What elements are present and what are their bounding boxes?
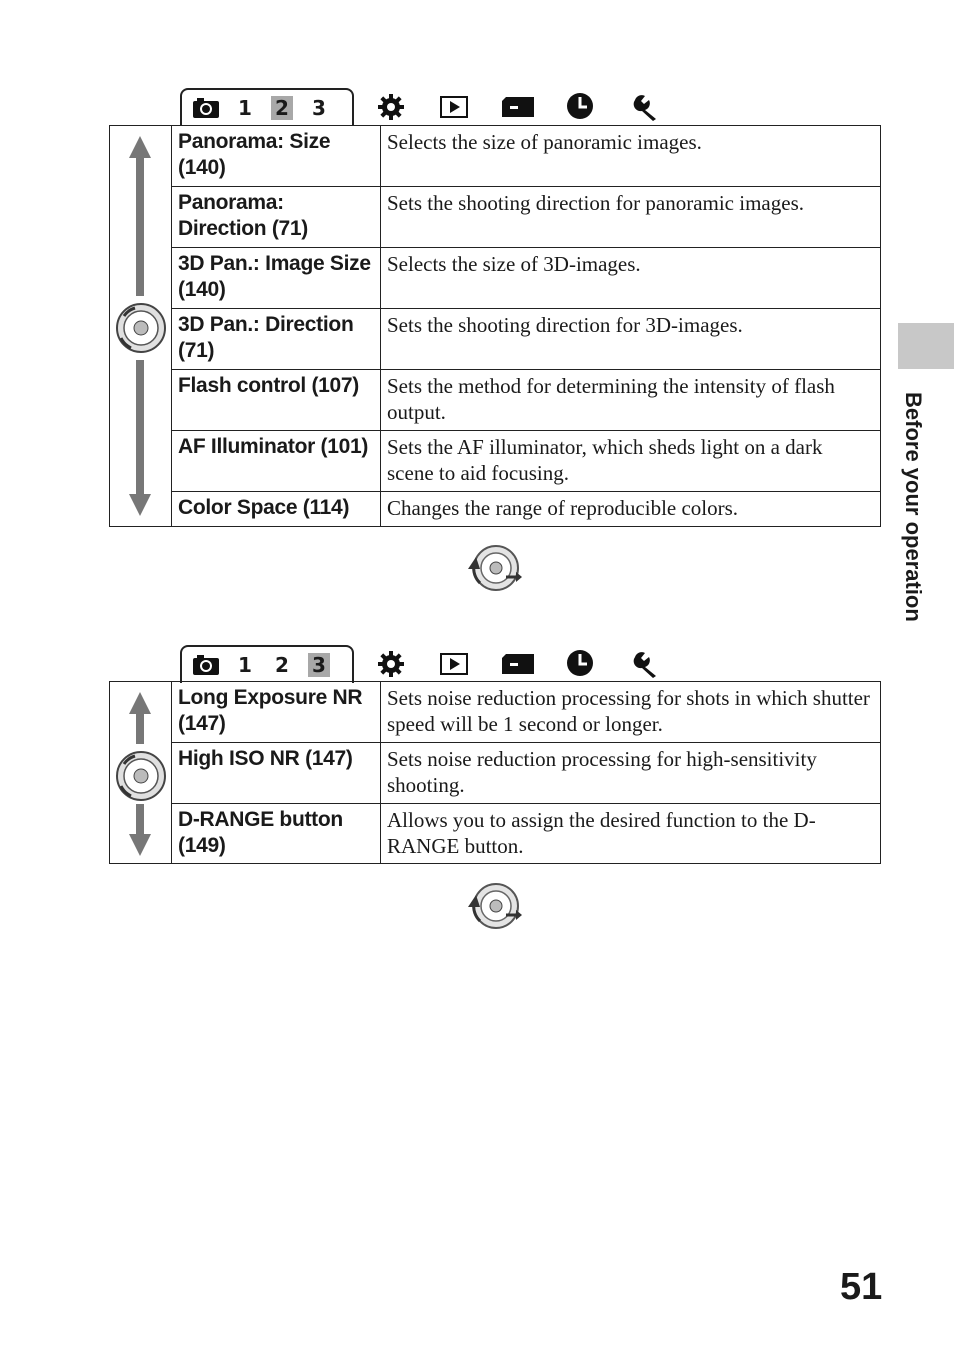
gear-icon[interactable]: [376, 92, 406, 122]
settings-table-top: [109, 125, 881, 527]
table-row[interactable]: [110, 187, 881, 248]
scroll-indicator-cell: [110, 126, 172, 527]
table-row[interactable]: [110, 804, 881, 864]
clock-icon[interactable]: [566, 92, 594, 120]
control-wheel-icon: [115, 302, 167, 354]
tab-2[interactable]: 2: [275, 653, 289, 677]
setting-description: Selects the size of 3D-images.: [381, 248, 881, 309]
memory-card-icon[interactable]: [502, 654, 534, 674]
setting-name: D-RANGE button (149): [172, 804, 381, 864]
shooting-menu-tab[interactable]: [180, 645, 354, 683]
setting-description: Sets noise reduction processing for shots in which shutter speed will be 1 second or longer.: [381, 682, 881, 743]
page-number: 51: [840, 1266, 883, 1308]
setting-name: AF Illuminator (101): [172, 431, 381, 492]
wrench-icon[interactable]: [630, 649, 660, 679]
playback-icon[interactable]: [440, 653, 468, 675]
setting-name: Long Exposure NR (147): [172, 682, 381, 743]
setting-description: Sets the shooting direction for 3D-images.: [381, 309, 881, 370]
setting-name: Panorama: Direction (71): [172, 187, 381, 248]
table-row[interactable]: [110, 682, 881, 743]
setting-description: Sets the shooting direction for panoramic images.: [381, 187, 881, 248]
setting-description: Sets the method for determining the intensity of flash output.: [381, 370, 881, 431]
tab-3[interactable]: 3: [308, 653, 330, 677]
control-wheel-rotate-icon: [466, 881, 522, 931]
chapter-tab-marker: [898, 323, 954, 369]
setting-name: Flash control (107): [172, 370, 381, 431]
shooting-menu-tab[interactable]: [180, 88, 354, 126]
setting-description: Sets the AF illuminator, which sheds light on a dark scene to aid focusing.: [381, 431, 881, 492]
gear-icon[interactable]: [376, 649, 406, 679]
menu-tab-bar-bottom: [180, 645, 660, 685]
menu-tab-bar-top: [180, 88, 660, 128]
camera-icon: [192, 97, 220, 119]
table-row[interactable]: [110, 126, 881, 187]
tab-1[interactable]: 1: [238, 96, 252, 120]
setting-name: Panorama: Size (140): [172, 126, 381, 187]
table-row[interactable]: [110, 431, 881, 492]
camera-icon: [192, 654, 220, 676]
table-row[interactable]: [110, 309, 881, 370]
setting-description: Selects the size of panoramic images.: [381, 126, 881, 187]
tab-3[interactable]: 3: [312, 96, 326, 120]
chapter-label: Before your operation: [901, 392, 926, 622]
setting-description: Sets noise reduction processing for high-sensitivity shooting.: [381, 743, 881, 804]
table-row[interactable]: [110, 492, 881, 527]
control-wheel-rotate-icon: [466, 543, 522, 593]
setting-description: Changes the range of reproducible colors.: [381, 492, 881, 527]
wrench-icon[interactable]: [630, 92, 660, 122]
playback-icon[interactable]: [440, 96, 468, 118]
setting-name: High ISO NR (147): [172, 743, 381, 804]
control-wheel-icon: [115, 750, 167, 802]
table-row[interactable]: [110, 370, 881, 431]
clock-icon[interactable]: [566, 649, 594, 677]
memory-card-icon[interactable]: [502, 97, 534, 117]
scroll-indicator-cell: [110, 682, 172, 864]
settings-table-bottom: [109, 681, 881, 864]
tab-1[interactable]: 1: [238, 653, 252, 677]
setting-name: 3D Pan.: Direction (71): [172, 309, 381, 370]
tab-2[interactable]: 2: [271, 96, 293, 120]
setting-description: Allows you to assign the desired function to the D-RANGE button.: [381, 804, 881, 864]
setting-name: 3D Pan.: Image Size (140): [172, 248, 381, 309]
table-row[interactable]: [110, 248, 881, 309]
table-row[interactable]: [110, 743, 881, 804]
setting-name: Color Space (114): [172, 492, 381, 527]
